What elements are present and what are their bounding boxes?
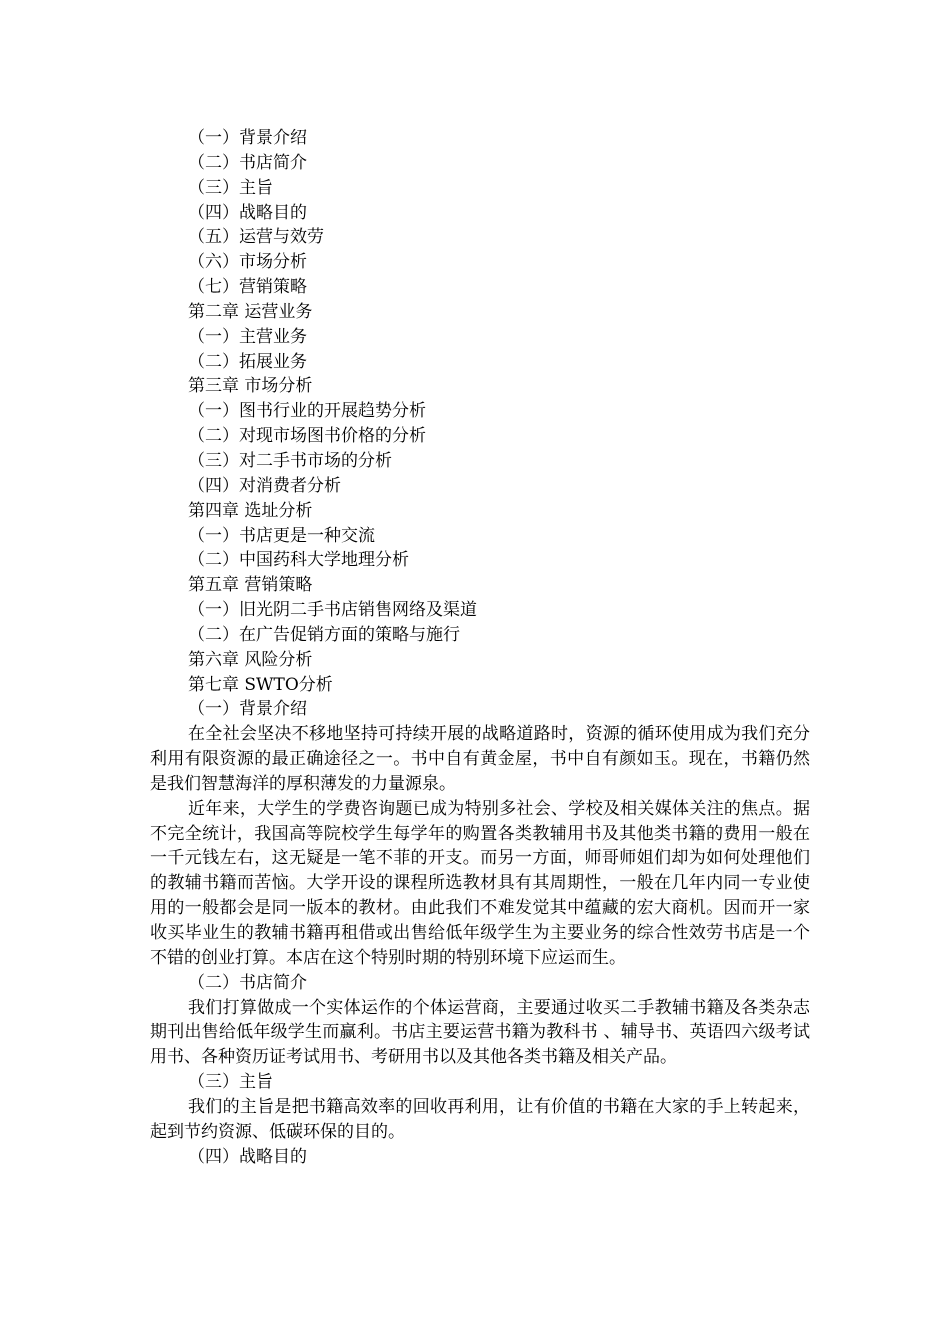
document-sections: [150, 697, 810, 1169]
toc-entry: （六）市场分析: [188, 252, 307, 273]
body-paragraph: 在全社会坚决不移地坚持可持续开展的战略道路时，资源的循环使用成为我们充分利用有限资源的最正确途径之一。书中自有黄金屋，书中自有颜如玉。现在，书籍仍然是我们智慧海洋的厚积薄发的力量源泉。: [150, 724, 810, 794]
toc-entry: （一）主营业务: [188, 326, 307, 347]
toc-entry: （二）书店简介: [188, 152, 307, 173]
toc-entry: （二）在广告促销方面的策略与施行: [188, 624, 460, 645]
body-paragraph: 我们打算做成一个实体运作的个体运营商，主要通过收买二手教辅书籍及各类杂志期刊出售给低年级学生而赢利。书店主要运营书籍为教科书 、辅导书、英语四六级考试用书、各种资历证考试用书、考研用书以及其他各类书籍及相关产品。: [150, 997, 810, 1068]
toc-chapter-heading: 第四章 选址分析: [188, 500, 313, 521]
toc-entry: （一）图书行业的开展趋势分析: [188, 401, 426, 422]
body-paragraph: 我们的主旨是把书籍高效率的回收再利用，让有价值的书籍在大家的手上转起来，起到节约资源、低碳环保的目的。: [150, 1096, 810, 1142]
document-body: [150, 126, 810, 1169]
toc-entry: （四）战略目的: [188, 202, 307, 223]
toc-entry: （一）旧光阴二手书店销售网络及渠道: [188, 600, 477, 621]
toc-entry: （三）主旨: [188, 177, 273, 198]
toc-entry: （五）运营与效劳: [188, 227, 324, 248]
section-heading: （四）战略目的: [188, 1146, 307, 1167]
section-heading: （一）背景介绍: [188, 699, 307, 720]
toc-chapter-heading: 第二章 运营业务: [188, 301, 313, 322]
toc-entry: （二）对现市场图书价格的分析: [188, 426, 426, 447]
body-paragraph: 近年来，大学生的学费咨询题已成为特别多社会、学校及相关媒体关注的焦点。据不完全统计，我国高等院校学生每学年的购置各类教辅用书及其他类书籍的费用一般在一千元钱左右，这无疑是一笔不菲的开支。而另一方面，师哥师姐们却为如何处理他们的教辅书籍而苦恼。大学开设的课程所选教材具有其周期性，一般在几年内同一专业使用的一般都会是同一版本的教材。由此我们不难发觉其中蕴藏的宏大商机。因而开一家收买毕业生的教辅书籍再租借或出售给低年级学生为主要业务的综合性效劳书店是一个不错的创业打算。本店在这个特别时期的特别环境下应运而生。: [150, 798, 810, 968]
toc-entry: （七）营销策略: [188, 277, 307, 298]
toc-chapter-heading: 第五章 营销策略: [188, 575, 313, 596]
toc-chapter-heading: 第三章 市场分析: [188, 376, 313, 397]
toc-entry: （三）对二手书市场的分析: [188, 450, 392, 471]
table-of-contents: [150, 126, 810, 697]
toc-entry: （四）对消费者分析: [188, 475, 341, 496]
toc-chapter-heading: 第七章 SWTO分析: [188, 674, 333, 695]
toc-entry: （二）中国药科大学地理分析: [188, 550, 409, 571]
toc-entry: （一）书店更是一种交流: [188, 525, 375, 546]
toc-chapter-heading: 第六章 风险分析: [188, 649, 313, 670]
section-heading: （三）主旨: [188, 1072, 273, 1093]
toc-entry: （二）拓展业务: [188, 351, 307, 372]
toc-entry: （一）背景介绍: [188, 128, 307, 148]
section-heading: （二）书店简介: [188, 972, 307, 993]
